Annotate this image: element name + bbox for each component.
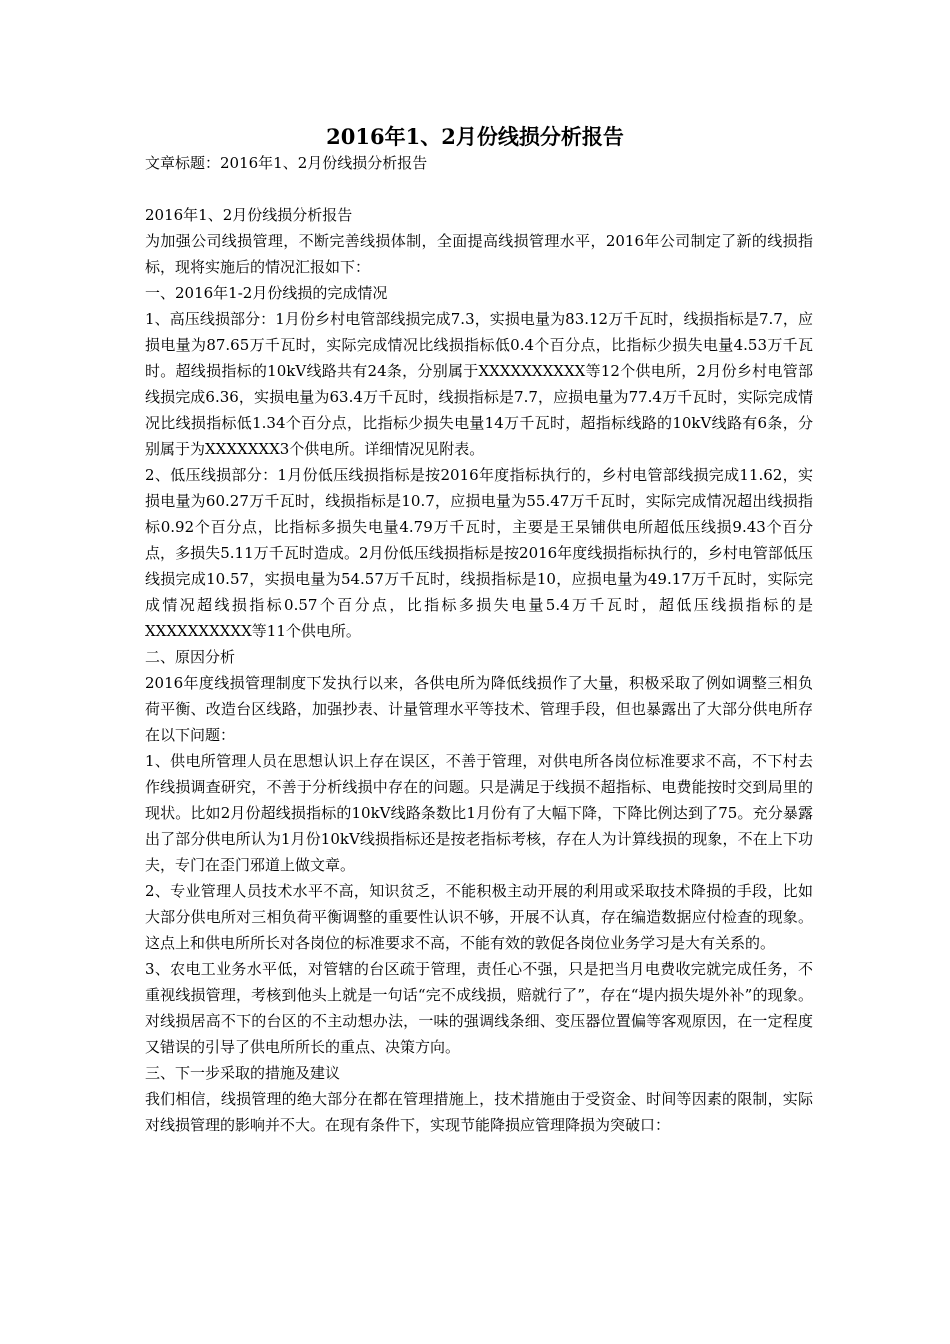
document-title: 2016年1、2月份线损分析报告 — [326, 124, 624, 149]
section-heading-2: 二、原因分析 — [145, 648, 236, 666]
section-heading-1: 一、2016年1-2月份线损的完成情况 — [145, 284, 388, 302]
paragraph-cause-1: 1、供电所管理人员在思想认识上存在误区，不善于管理，对供电所各岗位标准要求不高，不下村去作线损调查研究，不善于分析线损中存在的问题。只是满足于线损不超指标、电费能按时交到局里的现状。比如2月份超线损指标的10kV线路条数比1月份有了大幅下降，下降比例达到了75。充分暴露出了部分供电所认为1月份10kV线损指标还是按老指标考核，存在人为计算线损的现象，不在上下功夫，专门在歪门邪道上做文章。 — [145, 752, 813, 874]
paragraph-cause-3: 3、农电工业务水平低，对管辖的台区疏于管理，责任心不强，只是把当月电费收完就完成任务，不重视线损管理，考核到他头上就是一句话“完不成线损，赔就行了”，存在“堤内损失堤外补”的现象。对线损居高不下的台区的不主动想办法，一味的强调线条细、变压器位置偏等客观原因，在一定程度又错误的引导了供电所所长的重点、决策方向。 — [145, 960, 813, 1056]
document-body — [145, 150, 813, 1138]
paragraph-measures: 我们相信，线损管理的绝大部分在都在管理措施上，技术措施由于受资金、时间等因素的限制，实际对线损管理的影响并不大。在现有条件下，实现节能降损应管理降损为突破口： — [145, 1090, 813, 1134]
intro-paragraph: 为加强公司线损管理，不断完善线损体制，全面提高线损管理水平，2016年公司制定了新的线损指标，现将实施后的情况汇报如下： — [145, 232, 813, 276]
section-heading-3: 三、下一步采取的措施及建议 — [145, 1064, 341, 1082]
paragraph-low-voltage: 2、低压线损部分：1月份低压线损指标是按2016年度指标执行的，乡村电管部线损完成11.62，实损电量为60.27万千瓦时，线损指标是10.7，应损电量为55.47万千瓦时，实际完成情况超出线损指标0.92个百分点，比指标多损失电量4.79万千瓦时，主要是王杲铺供电所超低压线损9.43个百分点，多损失5.11万千瓦时造成。2月份低压线损指标是按2016年度线损指标执行的，乡村电管部低压线损完成10.57，实损电量为54.57万千瓦时，线损指标是10，应损电量为49.17万千瓦时，实际完成情况超线损指标0.57个百分点，比指标多损失电量5.4万千瓦时，超低压线损指标的是XXXXXXXXXX等11个供电所。 — [145, 466, 813, 640]
article-title-line: 文章标题：2016年1、2月份线损分析报告 — [145, 154, 428, 172]
paragraph-cause-intro: 2016年度线损管理制度下发执行以来，各供电所为降低线损作了大量，积极采取了例如调整三相负荷平衡、改造台区线路，加强抄表、计量管理水平等技术、管理手段，但也暴露出了大部分供电所存在以下问题： — [145, 674, 813, 744]
blank-line — [145, 176, 813, 202]
paragraph-cause-2: 2、专业管理人员技术水平不高，知识贫乏，不能积极主动开展的利用或采取技术降损的手段，比如大部分供电所对三相负荷平衡调整的重要性认识不够，开展不认真，存在编造数据应付检查的现象。这点上和供电所所长对各岗位的标准要求不高，不能有效的敦促各岗位业务学习是大有关系的。 — [145, 882, 813, 952]
report-heading-line: 2016年1、2月份线损分析报告 — [145, 206, 353, 224]
paragraph-high-voltage: 1、高压线损部分：1月份乡村电管部线损完成7.3，实损电量为83.12万千瓦时，线损指标是7.7，应损电量为87.65万千瓦时，实际完成情况比线损指标低0.4个百分点，比指标少损失电量4.53万千瓦时。超线损指标的10kV线路共有24条，分别属于XXXXXXXXXX等12个供电所，2月份乡村电管部线损完成6.36，实损电量为63.4万千瓦时，线损指标是7.7，应损电量为77.4万千瓦时，实际完成情况比线损指标低1.34个百分点，比指标少损失电量14万千瓦时，超指标线路的10kV线路有6条，分别属于为XXXXXXX3个供电所。详细情况见附表。 — [145, 310, 813, 458]
